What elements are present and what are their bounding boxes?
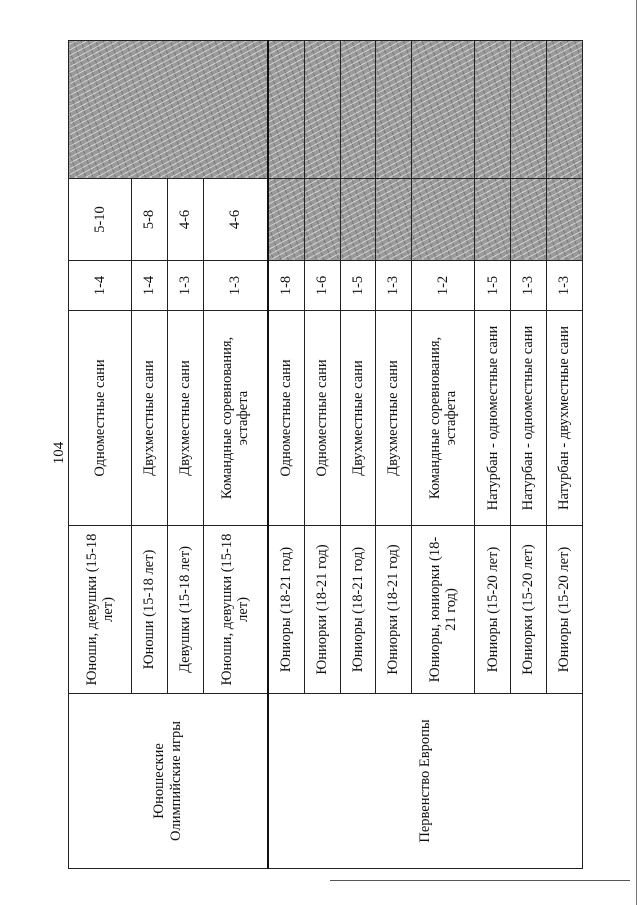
places-cell: 1-4 bbox=[69, 261, 132, 311]
places-cell: 1-3 bbox=[511, 261, 547, 311]
discipline-cell: Натурбан - одноместные сани bbox=[511, 311, 547, 526]
places-cell: 1-4 bbox=[132, 261, 168, 311]
category-cell: Юноши (15-18 лет) bbox=[132, 526, 168, 694]
shaded-cell bbox=[304, 41, 340, 179]
table-row bbox=[268, 41, 305, 869]
shaded-cell bbox=[547, 179, 583, 261]
discipline-cell: Натурбан - двухместные сани bbox=[547, 311, 583, 526]
discipline-cell: Двухместные сани bbox=[376, 311, 412, 526]
category-cell: Юниоры (15-20 лет) bbox=[547, 526, 583, 694]
discipline-cell: Одноместные сани bbox=[268, 311, 305, 526]
shaded-cell bbox=[304, 179, 340, 261]
shaded-cell bbox=[511, 179, 547, 261]
category-cell: Юниоры (18-21 год) bbox=[268, 526, 305, 694]
places-cell: 1-6 bbox=[304, 261, 340, 311]
scan-edge-line bbox=[636, 0, 637, 905]
category-cell: Юниоры, юниорки (18-21 год) bbox=[412, 526, 475, 694]
places-cell: 1-3 bbox=[203, 261, 267, 311]
discipline-cell: Командные соревнования, эстафета bbox=[412, 311, 475, 526]
shaded-cell bbox=[475, 41, 511, 179]
range-cell: 4-6 bbox=[168, 179, 204, 261]
range-cell: 5-8 bbox=[132, 179, 168, 261]
discipline-cell: Двухместные сани bbox=[340, 311, 376, 526]
shaded-cell bbox=[268, 179, 305, 261]
places-cell: 1-3 bbox=[168, 261, 204, 311]
category-cell: Юноши, девушки (15-18 лет) bbox=[69, 526, 132, 694]
rotated-table-container bbox=[68, 41, 583, 869]
category-cell: Девушки (15-18 лет) bbox=[168, 526, 204, 694]
shaded-cell bbox=[511, 41, 547, 179]
range-cell: 5-10 bbox=[69, 179, 132, 261]
shaded-cell bbox=[412, 179, 475, 261]
places-cell: 1-3 bbox=[547, 261, 583, 311]
category-cell: Юниорки (18-21 год) bbox=[376, 526, 412, 694]
bottom-rule bbox=[330, 880, 630, 881]
places-cell: 1-2 bbox=[412, 261, 475, 311]
shaded-cell bbox=[340, 41, 376, 179]
discipline-cell: Двухместные сани bbox=[168, 311, 204, 526]
category-cell: Юниорки (18-21 год) bbox=[304, 526, 340, 694]
range-cell: 4-6 bbox=[203, 179, 267, 261]
shaded-cell bbox=[69, 41, 268, 179]
shaded-cell bbox=[268, 41, 305, 179]
discipline-cell: Натурбан - одноместные сани bbox=[475, 311, 511, 526]
event-cell: Первенство Европы bbox=[268, 694, 583, 869]
shaded-cell bbox=[412, 41, 475, 179]
places-cell: 1-5 bbox=[340, 261, 376, 311]
category-cell: Юноши, девушки (15-18 лет) bbox=[203, 526, 267, 694]
category-cell: Юниорки (15-20 лет) bbox=[511, 526, 547, 694]
category-cell: Юниоры (18-21 год) bbox=[340, 526, 376, 694]
category-cell: Юниоры (15-20 лет) bbox=[475, 526, 511, 694]
discipline-cell: Одноместные сани bbox=[69, 311, 132, 526]
shaded-cell bbox=[376, 179, 412, 261]
shaded-cell bbox=[376, 41, 412, 179]
results-table bbox=[68, 40, 583, 869]
table-row bbox=[69, 41, 132, 869]
discipline-cell: Одноместные сани bbox=[304, 311, 340, 526]
shaded-cell bbox=[547, 41, 583, 179]
shaded-cell bbox=[475, 179, 511, 261]
page-number: 104 bbox=[51, 441, 67, 465]
places-cell: 1-5 bbox=[475, 261, 511, 311]
places-cell: 1-3 bbox=[376, 261, 412, 311]
event-cell: Юношеские Олимпийские игры bbox=[69, 694, 268, 869]
shaded-cell bbox=[340, 179, 376, 261]
discipline-cell: Командные соревнования, эстафета bbox=[203, 311, 267, 526]
discipline-cell: Двухместные сани bbox=[132, 311, 168, 526]
places-cell: 1-8 bbox=[268, 261, 305, 311]
